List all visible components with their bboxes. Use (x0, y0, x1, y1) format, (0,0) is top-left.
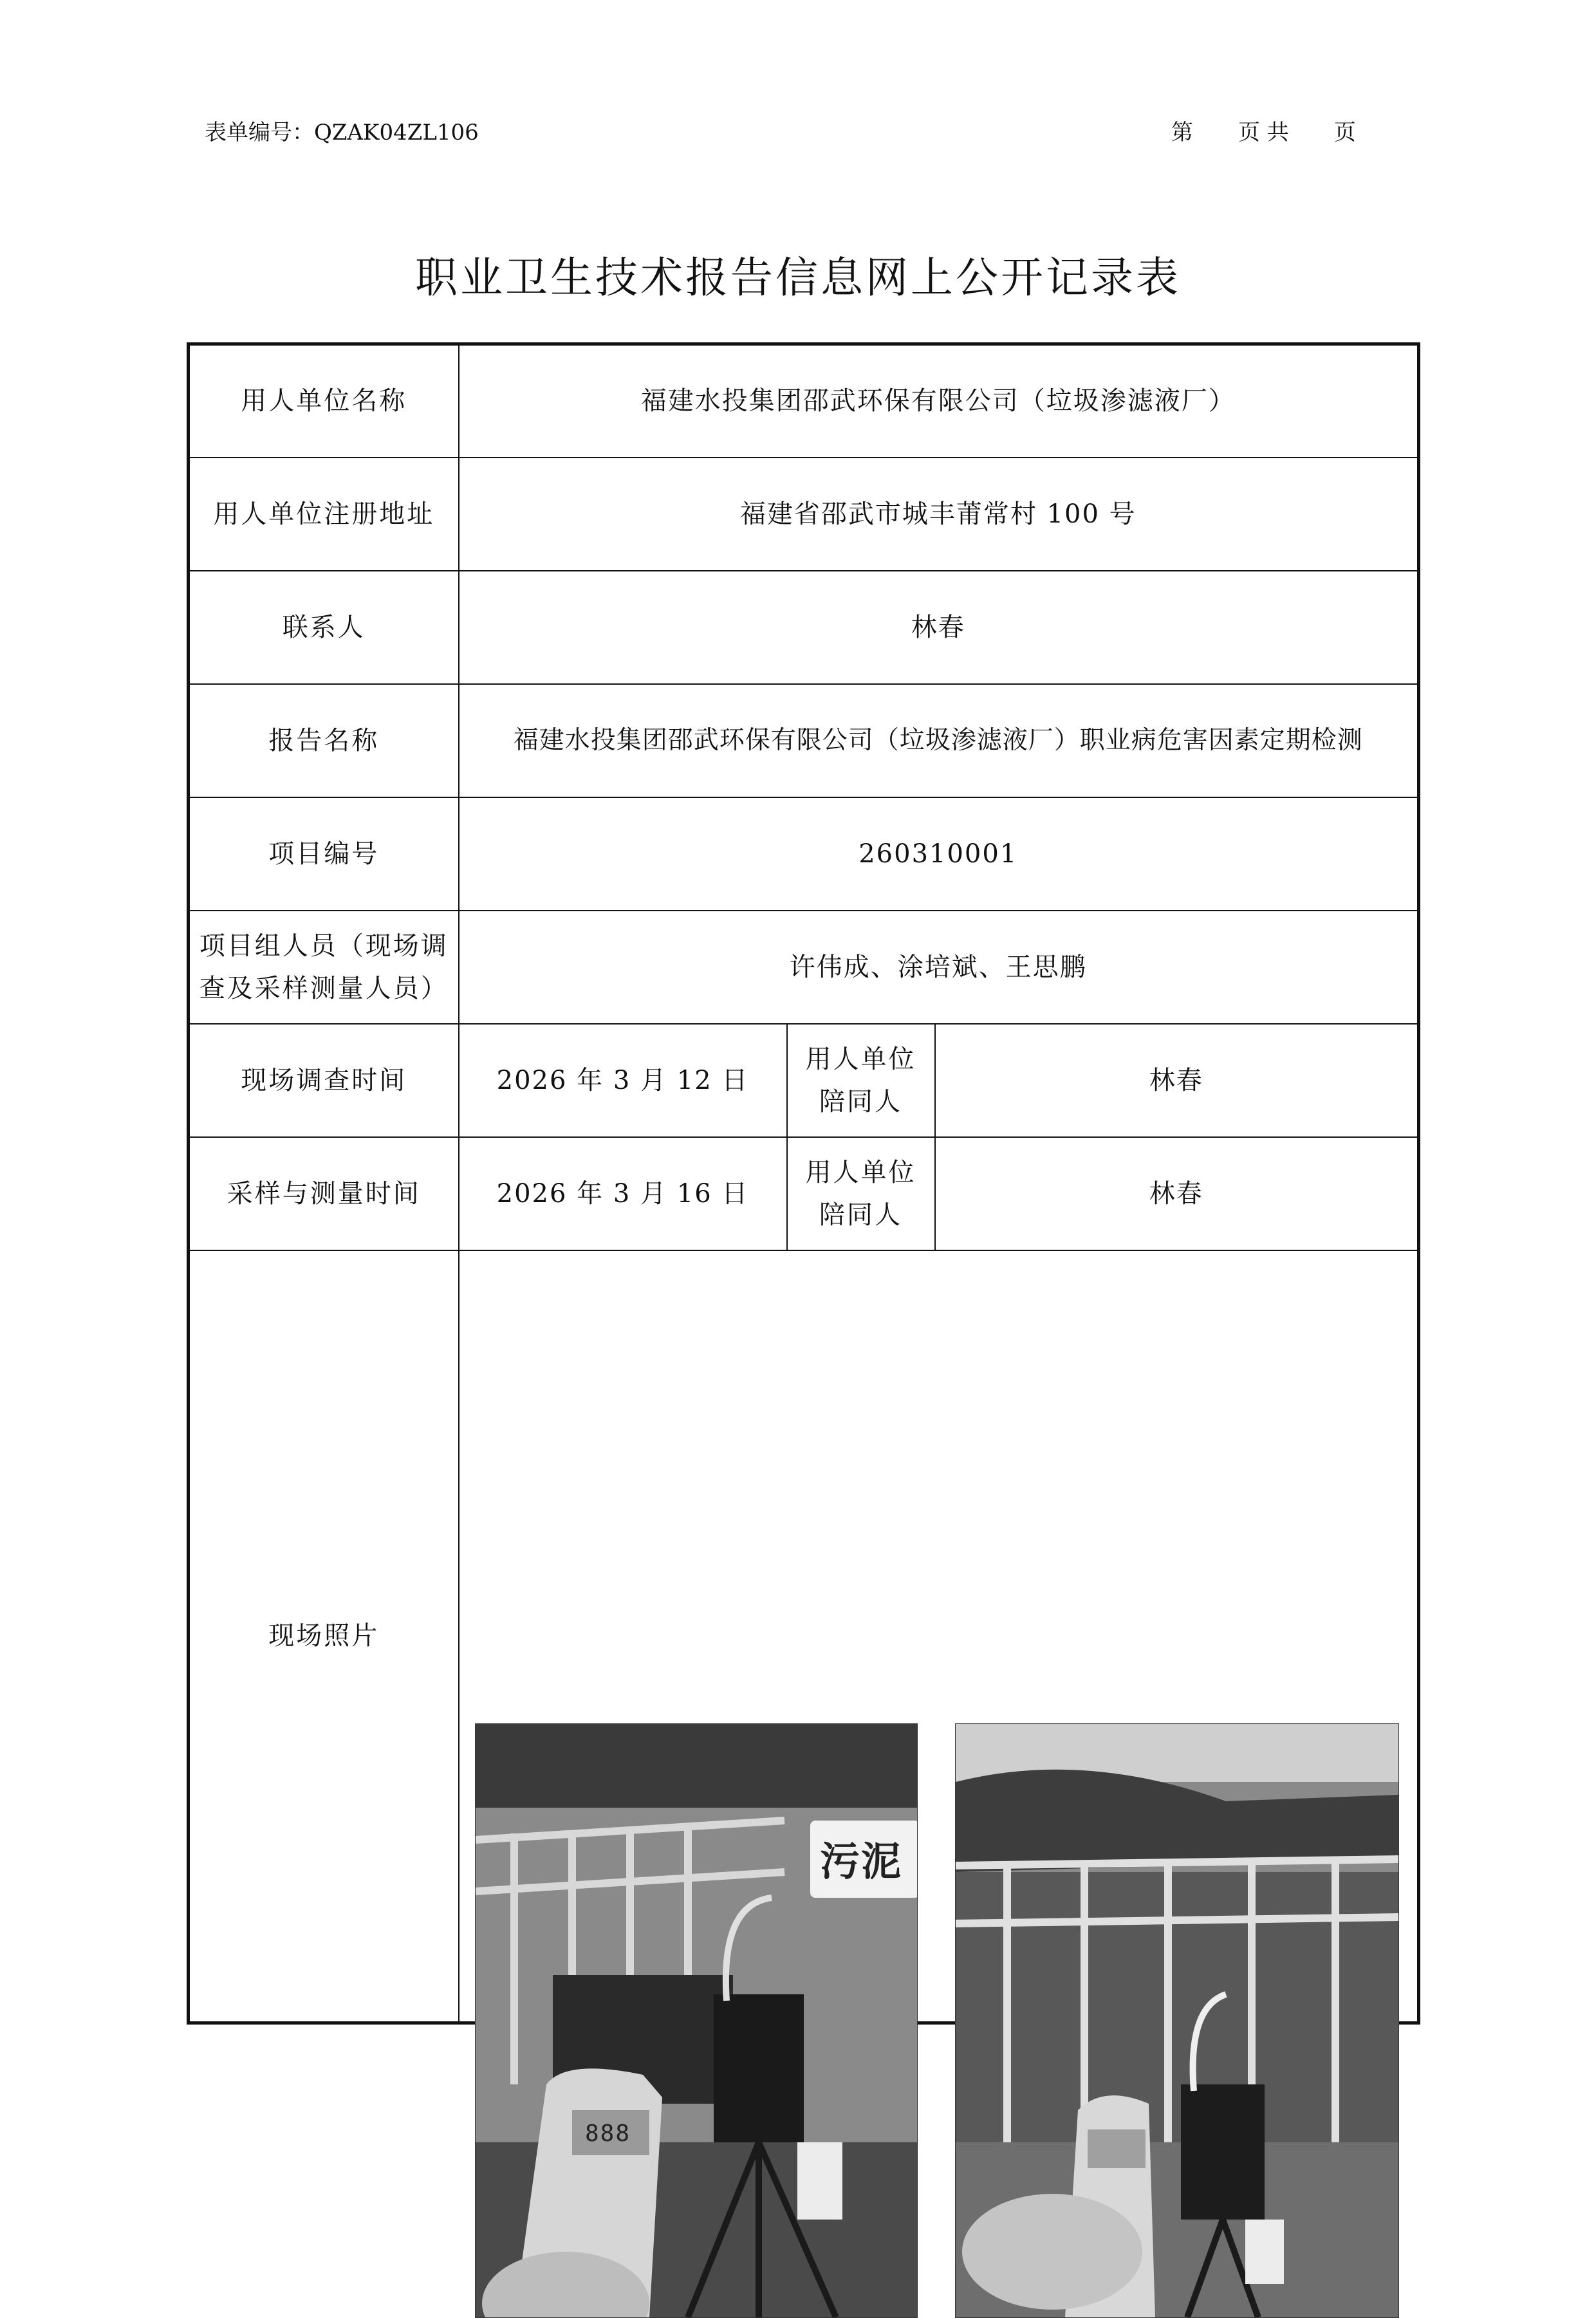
label-sampling-companion (787, 1137, 935, 1250)
site-photo-1 (475, 1723, 918, 2318)
label-project-number: 项目编号 (189, 797, 459, 911)
label-project-team (189, 911, 459, 1024)
value-contact: 林春 (459, 571, 1419, 684)
page-label-di: 第 (1171, 120, 1193, 145)
label-contact: 联系人 (189, 571, 459, 684)
row-contact (189, 571, 1419, 684)
photo1-meter-reading: 888 (584, 2120, 631, 2147)
label-report-name: 报告名称 (189, 684, 459, 797)
label-project-team-line1: 项目组人员（现场调 (199, 931, 449, 961)
form-number: 表单编号：QZAK04ZL106 (205, 120, 479, 145)
value-employer-address: 福建省邵武市城丰莆常村 100 号 (459, 458, 1419, 571)
label-site-survey-companion (787, 1024, 935, 1137)
label-project-team-line2: 查及采样测量人员） (199, 973, 449, 1003)
photo1-sign-text: 污泥 (819, 1838, 902, 1886)
value-sampling-companion: 林春 (935, 1137, 1419, 1250)
page-indicator (1171, 115, 1356, 146)
companion-label-line1: 用人单位 (805, 1157, 916, 1187)
row-project-team (189, 911, 1419, 1024)
value-report-name: 福建水投集团邵武环保有限公司（垃圾渗滤液厂）职业病危害因素定期检测 (459, 684, 1419, 797)
companion-label-line2: 陪同人 (819, 1200, 902, 1230)
label-site-survey: 现场调查时间 (189, 1024, 459, 1137)
row-employer-address (189, 458, 1419, 571)
value-site-survey-companion: 林春 (935, 1024, 1419, 1137)
row-site-survey (189, 1024, 1419, 1137)
value-employer-name: 福建水投集团邵武环保有限公司（垃圾渗滤液厂） (459, 344, 1419, 458)
site-photo-2-image (956, 1724, 1398, 2317)
row-sampling (189, 1137, 1419, 1250)
label-employer-name: 用人单位名称 (189, 344, 459, 458)
site-photo-2 (955, 1723, 1399, 2318)
label-sampling: 采样与测量时间 (189, 1137, 459, 1250)
site-photos-cell (459, 1250, 1419, 2147)
value-sampling-date: 2026 年 3 月 16 日 (459, 1137, 787, 1250)
record-table (187, 342, 1420, 2147)
companion-label-line1: 用人单位 (805, 1044, 916, 1074)
value-site-survey-date: 2026 年 3 月 12 日 (459, 1024, 787, 1137)
row-project-number (189, 797, 1419, 911)
page-label-ye-gong: 页 共 (1238, 120, 1289, 145)
value-project-team: 许伟成、涂培斌、王思鹏 (459, 911, 1419, 1024)
row-report-name (189, 684, 1419, 797)
page-label-ye: 页 (1333, 120, 1356, 145)
companion-label-line2: 陪同人 (819, 1086, 902, 1117)
row-site-photos (189, 1250, 1419, 2023)
label-site-photos: 现场照片 (189, 1250, 459, 2023)
row-employer-name (189, 344, 1419, 458)
value-project-number: 260310001 (459, 797, 1419, 911)
site-photo-1-image (476, 1724, 917, 2317)
label-employer-address: 用人单位注册地址 (189, 458, 459, 571)
page-title: 职业卫生技术报告信息网上公开记录表 (415, 253, 1181, 302)
